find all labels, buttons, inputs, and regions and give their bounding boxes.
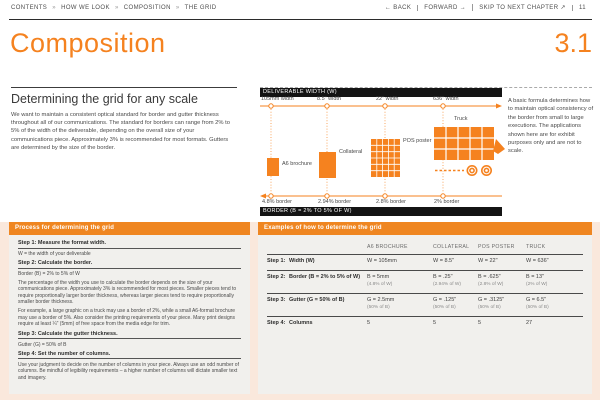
- examples-table: [267, 241, 583, 332]
- breadcrumb-the-grid[interactable]: THE GRID: [184, 4, 217, 11]
- deliverable-width-bar: DELIVERABLE WIDTH (W): [260, 88, 502, 97]
- width-label-pos: 22" width: [376, 96, 399, 102]
- breadcrumb: [11, 5, 220, 11]
- row-label: Columns: [289, 320, 313, 326]
- skip-label: SKIP TO NEXT CHAPTER: [479, 5, 559, 11]
- step-4-paragraph: Use your judgment to decide on the number of columns in your piece. Always use an odd number of columns. Be mindful of legibility requirements – a higher number of columns will dictate smaller text and imagery.: [18, 361, 239, 381]
- cell-value: G = .125": [433, 297, 457, 303]
- section-number: 3.1: [554, 28, 592, 58]
- row-step: Step 1:: [267, 258, 286, 264]
- cell-value: 5: [478, 320, 482, 326]
- cell-value: W = 22": [478, 258, 498, 264]
- step-2-title: Step 2: Calculate the border.: [18, 260, 241, 269]
- right-arrow-icon: [496, 104, 502, 109]
- row-step: Step 3:: [267, 297, 286, 303]
- cell-subvalue: (50% of B): [478, 305, 501, 310]
- header-divider: [9, 19, 592, 20]
- cell-subvalue: (50% of B): [526, 305, 549, 310]
- cell-value: G = 2.5mm: [367, 297, 395, 303]
- cell-subvalue: (2.94% of W): [433, 282, 461, 287]
- process-panel: [9, 222, 250, 394]
- table-row: [267, 254, 583, 270]
- width-label-collateral: 8.5" width: [317, 96, 341, 102]
- intro-heading: Determining the grid for any scale: [11, 92, 198, 106]
- breadcrumb-separator: »: [52, 4, 57, 11]
- row-step: Step 4:: [267, 320, 286, 326]
- scale-diagram: [260, 88, 506, 216]
- external-arrow-icon: ↗: [560, 5, 566, 11]
- border-label-truck: 2% border: [434, 199, 460, 205]
- truck-cab-shape: [493, 139, 505, 154]
- a6-brochure-shape: [267, 158, 279, 176]
- cell-value: B = 13": [526, 274, 545, 280]
- top-nav: [11, 4, 592, 11]
- row-label: Width (W): [289, 258, 315, 264]
- breadcrumb-composition[interactable]: COMPOSITION: [123, 4, 171, 11]
- cell-value: W = 636": [526, 258, 549, 264]
- bottom-axis: [260, 194, 502, 199]
- item-label-collateral: Collateral: [339, 149, 363, 155]
- diagram-graphic: [260, 98, 506, 198]
- border-formula-bar: BORDER (B = 2% TO 5% OF W): [260, 207, 502, 216]
- examples-panel-body: [258, 235, 592, 332]
- breadcrumb-separator: »: [114, 4, 119, 11]
- step-1-text: W = the width of your deliverable: [18, 251, 91, 257]
- step-4-title: Step 4: Set the number of columns.: [18, 351, 241, 360]
- intro-body-text: We want to maintain a consistent optical standard for border and gutter thickness throughout all of our communications. The standard for borders can range from 2% to 5% of the width of the deliverable, depending on the overall size of your communications piece. Approximately 3% is recommended for most formats. Gutters are determined by the size of the border.: [11, 112, 231, 151]
- step-2-paragraph: The percentage of the width you use to calculate the border depends on the size of your communications piece. Approximately 3% is recommended for most pieces. Smaller pieces tend to require proportionally larger border thickness, whereas larger pieces tend to require proportionally smaller border thickness.: [18, 279, 237, 305]
- page-number: 11: [572, 5, 592, 11]
- row-label: Gutter (G = 50% of B): [289, 297, 345, 303]
- border-label-collateral: 2.94% border: [318, 199, 352, 205]
- item-label-a6: A6 brochure: [282, 161, 312, 167]
- column-header-a6: A6 BROCHURE: [367, 244, 408, 250]
- table-header-row: [267, 241, 583, 254]
- border-label-a6: 4.8% border: [262, 199, 292, 205]
- cell-value: G = 6.5": [526, 297, 547, 303]
- pos-poster-shape: [371, 139, 400, 177]
- row-label: Border (B = 2% to 5% of W): [289, 274, 361, 280]
- column-header-truck: TRUCK: [526, 244, 546, 250]
- breadcrumb-how-we-look[interactable]: HOW WE LOOK: [61, 4, 110, 11]
- cell-value: 5: [433, 320, 437, 326]
- cell-subvalue: (50% of B): [433, 305, 456, 310]
- process-panel-body: [9, 235, 250, 381]
- row-step: Step 2:: [267, 274, 286, 280]
- table-row: [267, 293, 583, 316]
- truck-shape: [434, 127, 505, 176]
- cell-value: W = 8.5": [433, 258, 455, 264]
- width-label-a6: 105mm width: [261, 96, 294, 102]
- truck-wheel-icon: [467, 165, 478, 176]
- forward-arrow-icon: →: [459, 4, 467, 11]
- border-label-pos: 2.8% border: [376, 199, 406, 205]
- collateral-shape: [319, 152, 336, 178]
- cell-value: G = .3125": [478, 297, 505, 303]
- width-label-truck: 636" width: [433, 96, 459, 102]
- forward-label: FORWARD: [424, 4, 458, 11]
- back-arrow-icon: ←: [384, 4, 392, 11]
- step-2-paragraph: For example, a large graphic on a truck may use a border of 2%, while a small A6-format brochure may use a border of 5%. Also consider the printing requirements of your piece. Many print designs require at least ¼" (5mm) of free space from the media edge for trim.: [18, 308, 236, 327]
- page-title: Composition: [10, 28, 166, 58]
- process-panel-header: Process for determining the grid: [9, 222, 250, 235]
- item-label-truck: Truck: [454, 116, 468, 122]
- table-row: [267, 316, 583, 332]
- left-arrow-icon: [260, 194, 266, 199]
- breadcrumb-separator: »: [175, 4, 180, 11]
- breadcrumb-contents[interactable]: CONTENTS: [11, 4, 48, 11]
- truck-wheel-icon: [481, 165, 492, 176]
- step-3-title: Step 3: Calculate the gutter thickness.: [18, 331, 241, 340]
- cell-value: B = .625": [478, 274, 501, 280]
- table-row: [267, 270, 583, 293]
- cell-subvalue: (50% of B): [367, 305, 390, 310]
- examples-panel: [258, 222, 592, 394]
- cell-subvalue: (2.8% of W): [478, 282, 504, 287]
- step-2-formula: Border (B) = 2% to 5% of W: [18, 271, 80, 277]
- cell-value: 5: [367, 320, 371, 326]
- column-header-collateral: COLLATERAL: [433, 244, 470, 250]
- item-label-pos: POS poster: [403, 138, 432, 144]
- cell-subvalue: (2% of W): [526, 282, 548, 287]
- step-3-formula: Gutter (G) = 50% of B: [18, 341, 67, 348]
- back-label: BACK: [393, 4, 412, 11]
- cell-value: 27: [526, 320, 533, 326]
- cell-subvalue: (4.8% of W): [367, 282, 393, 287]
- cell-value: B = .25": [433, 274, 453, 280]
- skip-to-next-chapter-button[interactable]: [472, 4, 572, 11]
- top-axis: [260, 104, 502, 109]
- forward-button[interactable]: [417, 5, 472, 11]
- cell-value: W = 105mm: [367, 258, 397, 264]
- examples-panel-header: Examples of how to determine the grid: [258, 222, 592, 235]
- side-note-text: A basic formula determines how to maintain optical consistency of the border from small to large executions. The applications shown here are for exhibit purposes only and are not to scale.: [508, 98, 594, 155]
- intro-divider: [11, 87, 237, 88]
- back-button[interactable]: [379, 5, 417, 11]
- step-1-title: Step 1: Measure the format width.: [18, 240, 241, 249]
- column-header-pos: POS POSTER: [478, 244, 515, 250]
- cell-value: B = 5mm: [367, 274, 390, 280]
- nav-links: [379, 4, 592, 11]
